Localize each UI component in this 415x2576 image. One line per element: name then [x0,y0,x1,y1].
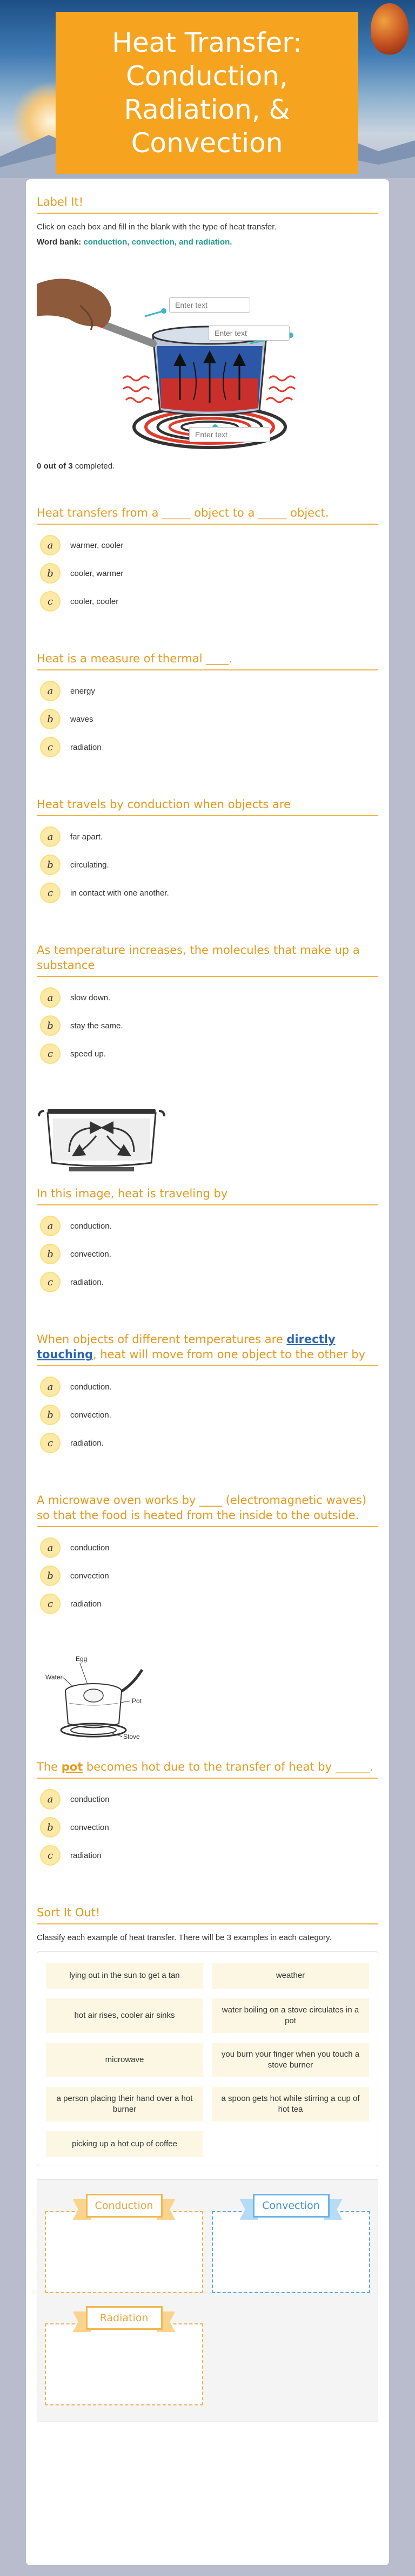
label-input-convection-blank[interactable] [209,326,290,341]
option-text: cooler, cooler [70,596,119,606]
question-3-option-a[interactable] [37,825,378,849]
bin-convection[interactable] [212,2191,370,2293]
word-bank [37,238,378,247]
page-title: Heat Transfer: Conduction, Radiation, & Convection [112,27,302,159]
diagram-label-water: Water [45,1673,63,1681]
question-2-title: Heat is a measure of thermal ____. [37,651,378,670]
question-8-option-b[interactable] [37,1815,378,1839]
option-text: convection. [70,1249,111,1259]
label-it-title: Label It! [37,194,378,214]
option-c-badge: c [40,1043,61,1064]
question-5-title: In this image, heat is traveling by [37,1186,378,1205]
sort-instructions: Classify each example of heat transfer. There will be 3 examples in each category. [37,1933,332,1942]
egg-pot-stove-diagram [37,1653,156,1748]
option-b-badge: b [40,1405,61,1425]
hot-air-balloon-image [371,3,409,55]
option-c-badge: c [40,883,61,903]
option-text: waves [70,714,93,724]
option-a-badge: a [40,535,61,555]
option-text: radiation. [70,1277,104,1287]
bin-radiation-ribbon [73,2303,176,2333]
option-b-badge: b [40,563,61,584]
question-8-option-a[interactable] [37,1787,378,1811]
sort-item[interactable]: you burn your finger when you touch a stove burner [212,2043,369,2077]
sort-item[interactable]: a person placing their hand over a hot burner [46,2087,203,2121]
option-text: radiation [70,1850,102,1860]
question-7 [37,1493,378,1616]
label-progress [37,462,378,471]
diagram-label-egg: Egg [76,1655,88,1663]
option-b-badge: b [40,709,61,729]
option-c-badge: c [40,1272,61,1292]
option-b-badge: b [40,1565,61,1586]
bin-conduction-ribbon [73,2191,176,2221]
question-3-option-c[interactable] [37,881,378,905]
label-input-conduction-blank[interactable] [169,297,250,313]
option-c-badge: c [40,1845,61,1866]
question-3 [37,797,378,905]
question-1-option-c[interactable] [37,589,378,613]
option-a-badge: a [40,987,61,1008]
question-7-title: A microwave oven works by ____ (electromagnetic waves) so that the food is heated from the inside to the outside. [37,1493,378,1527]
question-6 [37,1332,378,1455]
question-7-option-c[interactable] [37,1592,378,1616]
question-8-title-underlined: pot [61,1760,83,1773]
convection-pot-diagram [37,1103,166,1174]
question-2-option-c[interactable] [37,735,378,759]
question-3-title: Heat travels by conduction when objects are [37,797,378,816]
bin-radiation[interactable] [45,2303,203,2405]
option-text: radiation. [70,1438,104,1448]
option-text: stay the same. [70,1021,123,1031]
option-c-badge: c [40,591,61,612]
sort-bins-area [37,2179,378,2422]
label-progress-suffix: completed. [72,462,115,471]
option-a-badge: a [40,826,61,847]
option-text: cooler, warmer [70,568,124,578]
sort-item[interactable]: lying out in the sun to get a tan [46,1963,203,1989]
question-4-title: As temperature increases, the molecules that make up a substance [37,943,378,977]
option-a-badge: a [40,1537,61,1558]
option-text: convection. [70,1410,111,1420]
question-5-option-a[interactable] [37,1214,378,1238]
option-a-badge: a [40,1789,61,1809]
sort-item[interactable]: a spoon gets hot while stirring a cup of hot tea [212,2087,369,2121]
question-4-option-c[interactable] [37,1042,378,1066]
sort-item[interactable]: picking up a hot cup of coffee [46,2131,203,2157]
question-8-title-pre: The [37,1760,62,1773]
option-a-badge: a [40,681,61,701]
label-progress-count: 0 out of 3 [37,462,73,471]
option-text: conduction [70,1543,110,1553]
question-1-option-a[interactable] [37,533,378,557]
question-8 [37,1653,378,1867]
question-2 [37,651,378,759]
option-a-badge: a [40,1377,61,1397]
sort-item[interactable]: hot air rises, cooler air sinks [46,1998,203,2033]
option-text: circulating. [70,860,109,870]
option-b-badge: b [40,1817,61,1838]
option-b-badge: b [40,1244,61,1264]
sort-it-out-section [37,1905,378,2422]
diagram-label-stove: Stove [123,1733,140,1740]
question-4-option-a[interactable] [37,986,378,1009]
question-6-title [37,1332,378,1366]
bin-convection-ribbon [240,2191,343,2221]
option-text: far apart. [70,832,103,842]
pot-on-stove-image [37,254,383,454]
bin-radiation-label: Radiation [86,2306,163,2330]
question-6-title-post: , heat will move from one object to the other by [93,1348,365,1361]
option-c-badge: c [40,1594,61,1614]
pot-on-stove-illustration [37,254,383,454]
bin-convection-dropzone[interactable] [212,2211,370,2293]
question-6-title-pre: When objects of different temperatures are [37,1333,287,1346]
question-4 [37,943,378,1066]
worksheet-card [26,179,389,2565]
question-1 [37,505,378,613]
option-text: in contact with one another. [70,888,169,898]
option-text: speed up. [70,1049,106,1059]
title-banner [56,12,358,174]
question-4-option-b[interactable] [37,1014,378,1038]
question-8-option-c[interactable] [37,1843,378,1867]
option-c-badge: c [40,737,61,757]
label-input-radiation-blank[interactable] [189,427,270,442]
question-7-option-a[interactable] [37,1536,378,1560]
sort-item[interactable]: microwave [46,2043,203,2077]
question-2-option-b[interactable] [37,707,378,731]
option-a-badge: a [40,1216,61,1236]
question-6-option-a[interactable] [37,1375,378,1399]
bin-radiation-dropzone[interactable] [45,2323,203,2405]
bin-conduction[interactable] [45,2191,203,2293]
question-7-option-b[interactable] [37,1564,378,1588]
diagram-label-pot: Pot [132,1697,142,1705]
bin-conduction-label: Conduction [86,2194,163,2218]
option-b-badge: b [40,1015,61,1036]
question-8-title-post: becomes hot due to the transfer of heat by ______. [83,1760,373,1773]
bin-conduction-dropzone[interactable] [45,2211,203,2293]
option-c-badge: c [40,1433,61,1453]
question-3-option-b[interactable] [37,853,378,877]
option-text: conduction. [70,1382,112,1392]
sort-it-out-title: Sort It Out! [37,1905,378,1924]
label-it-instructions: Click on each box and fill in the blank with the type of heat transfer. [37,222,277,232]
sort-item[interactable]: weather [212,1963,369,1989]
option-text: warmer, cooler [70,540,124,550]
option-text: convection [70,1571,109,1581]
word-bank-words: conduction, convection, and radiation. [83,238,232,247]
question-1-title: Heat transfers from a _____ object to a _____ object. [37,505,378,525]
sort-item[interactable]: water boiling on a stove circulates in a pot [212,1998,369,2033]
question-6-title-link: directly touching [37,1333,336,1361]
option-text: conduction [70,1794,110,1804]
question-5 [37,1103,378,1294]
option-text: radiation [70,1599,102,1609]
sort-items-area [37,1951,378,2166]
option-text: slow down. [70,993,111,1002]
question-6-option-c[interactable] [37,1431,378,1455]
option-text: energy [70,686,95,696]
option-text: convection [70,1822,109,1832]
question-5-option-c[interactable] [37,1270,378,1294]
bin-convection-label: Convection [253,2194,330,2218]
question-8-title [37,1759,378,1779]
question-2-option-a[interactable] [37,679,378,703]
option-text: radiation [70,742,102,752]
word-bank-label: Word bank: [37,238,82,247]
option-text: conduction. [70,1221,112,1231]
question-6-option-b[interactable] [37,1403,378,1427]
question-1-option-b[interactable] [37,561,378,585]
option-b-badge: b [40,855,61,875]
question-5-option-b[interactable] [37,1242,378,1266]
label-it-section [37,194,378,471]
